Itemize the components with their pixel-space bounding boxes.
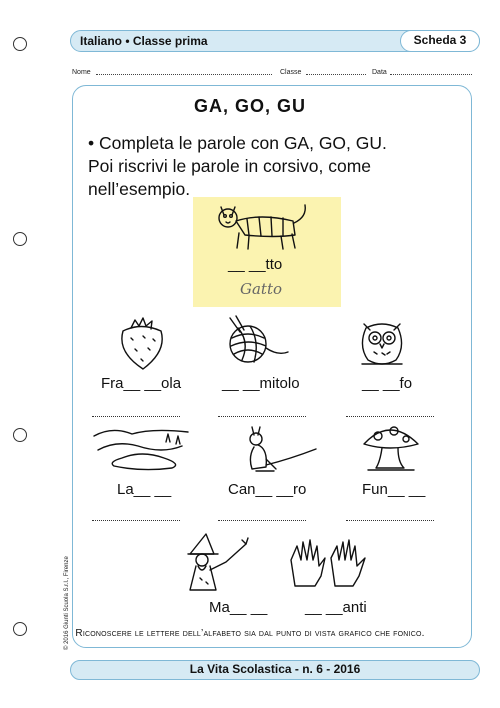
answer-line-5[interactable] bbox=[218, 520, 306, 521]
exercise-title: GA, GO, GU bbox=[193, 96, 306, 116]
word-item-6: Fun__ __ bbox=[362, 481, 426, 498]
data-line[interactable] bbox=[390, 74, 472, 75]
copyright: © 2016 Giunti Scuola S.r.l., Firenze bbox=[64, 556, 70, 650]
wizard-icon bbox=[180, 532, 252, 594]
nome-label: Nome bbox=[72, 69, 91, 76]
header-title: Italiano • Classe prima bbox=[80, 34, 208, 48]
classe-line[interactable] bbox=[306, 74, 366, 75]
word-item-1: Fra__ __ola bbox=[101, 375, 182, 392]
instruction bbox=[88, 132, 468, 201]
kangaroo-icon bbox=[240, 425, 318, 475]
example-cursive: Gatto bbox=[240, 280, 283, 298]
binder-hole-2 bbox=[13, 232, 27, 246]
owl-icon bbox=[356, 316, 408, 371]
answer-line-2[interactable] bbox=[218, 416, 306, 417]
lake-icon bbox=[92, 424, 190, 472]
instruction-line-2: Poi riscrivi le parole in corsivo, come bbox=[88, 156, 372, 176]
word-item-3: __ __fo bbox=[362, 375, 413, 392]
answer-line-4[interactable] bbox=[92, 520, 180, 521]
word-item-8: __ __anti bbox=[305, 599, 367, 616]
word-item-4: La__ __ bbox=[117, 481, 172, 498]
data-label: Data bbox=[372, 69, 387, 76]
word-item-7: Ma__ __ bbox=[209, 599, 268, 616]
strawberry-icon bbox=[113, 316, 169, 371]
instruction-line-1: • Completa le parole con GA, GO, GU. bbox=[88, 133, 387, 153]
answer-line-1[interactable] bbox=[92, 416, 180, 417]
learning-objective: Riconoscere le lettere dell’alfabeto sia dal punto di vista grafico che fonico. bbox=[75, 628, 425, 639]
binder-hole-3 bbox=[13, 428, 27, 442]
word-item-5: Can__ __ro bbox=[228, 481, 307, 498]
student-fields bbox=[72, 68, 472, 78]
scheda-badge: Scheda 3 bbox=[400, 30, 480, 52]
instruction-line-3: nell’esempio. bbox=[88, 179, 191, 199]
word-item-2: __ __mitolo bbox=[222, 375, 300, 392]
nome-line[interactable] bbox=[96, 74, 272, 75]
answer-line-3[interactable] bbox=[346, 416, 434, 417]
cat-icon bbox=[215, 203, 310, 253]
footer-bar: La Vita Scolastica - n. 6 - 2016 bbox=[70, 660, 480, 680]
yarn-ball-icon bbox=[218, 312, 290, 364]
gloves-icon bbox=[287, 536, 369, 588]
example-word: __ __tto bbox=[228, 256, 283, 273]
classe-label: Classe bbox=[280, 69, 302, 76]
mushroom-icon bbox=[360, 422, 422, 472]
binder-hole-1 bbox=[13, 37, 27, 51]
answer-line-6[interactable] bbox=[346, 520, 434, 521]
